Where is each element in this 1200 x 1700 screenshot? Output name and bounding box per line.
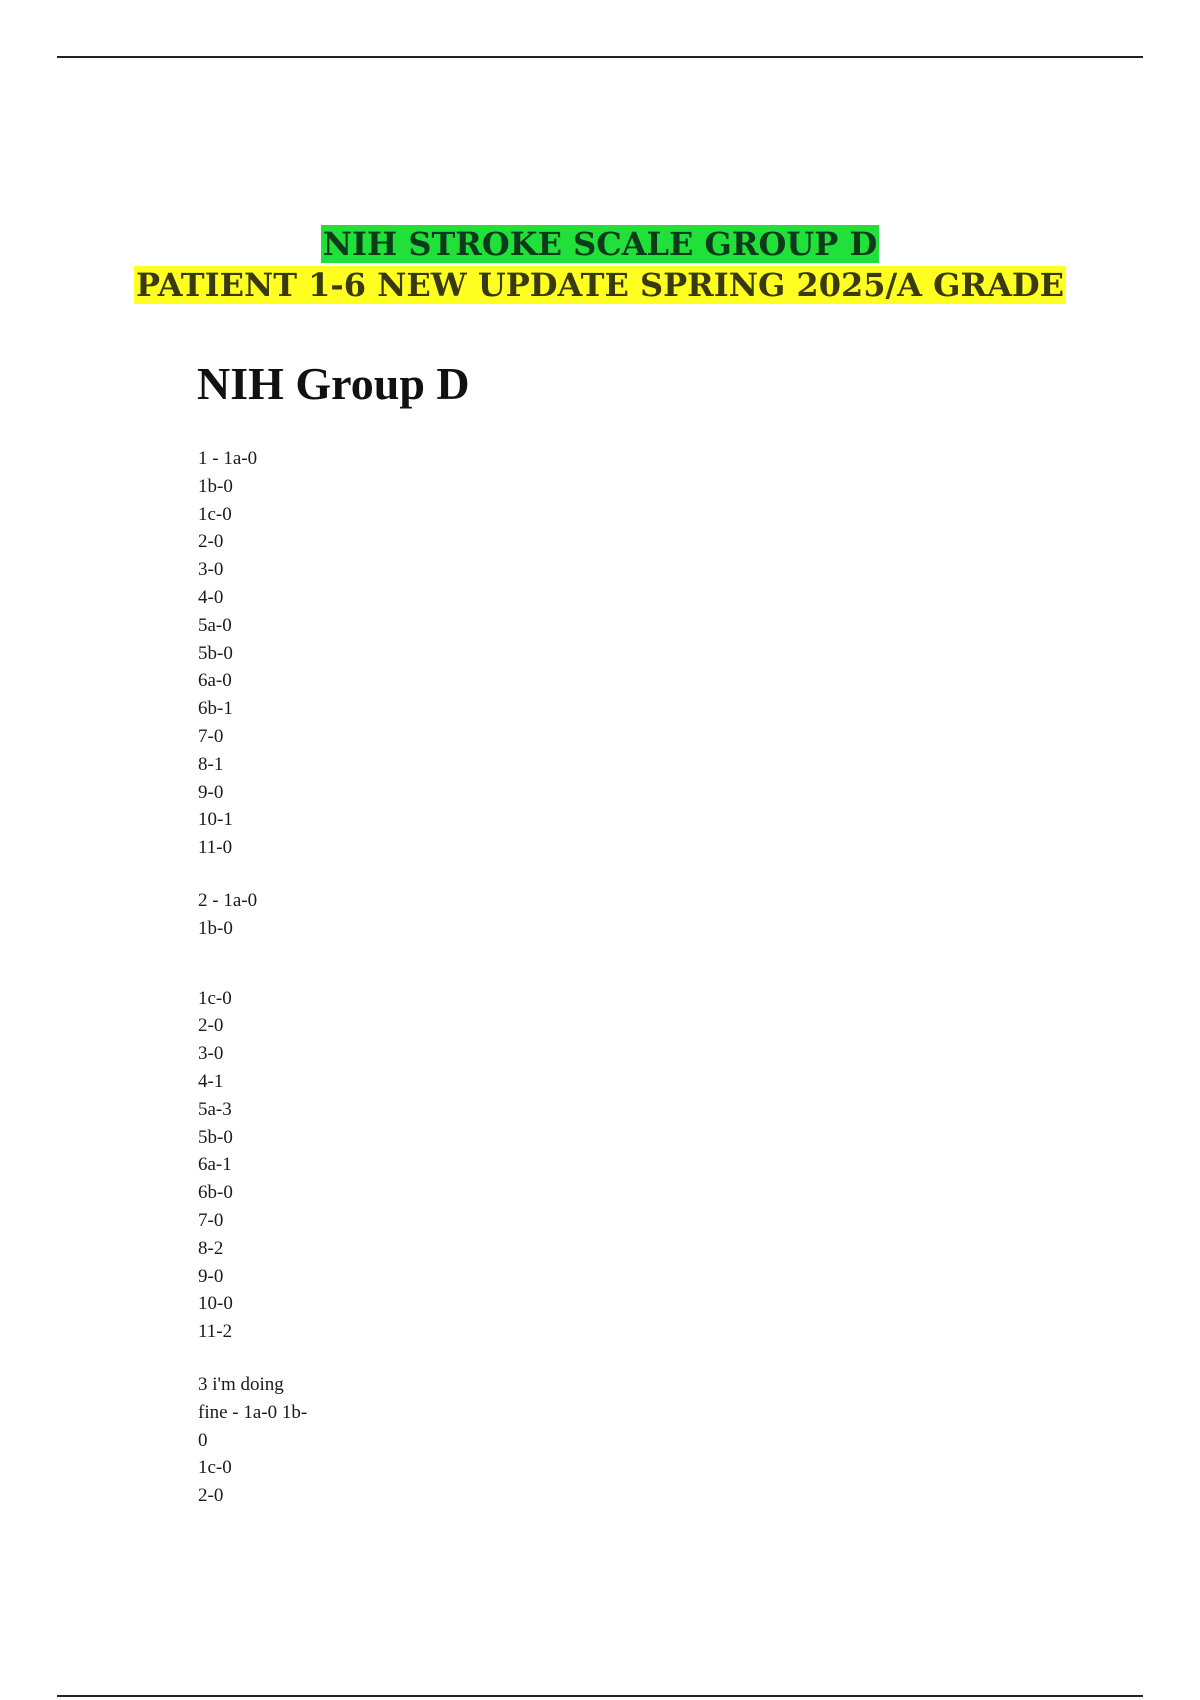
patient1-line: 6b-1 bbox=[198, 698, 233, 720]
patient3-line: 0 bbox=[198, 1429, 208, 1451]
patient1-line: 11-0 bbox=[198, 837, 233, 859]
patient2-line: 10-0 bbox=[198, 1293, 233, 1315]
patient2-line: 8-2 bbox=[198, 1237, 224, 1259]
patient2-line: 11-2 bbox=[198, 1321, 233, 1343]
patient2-line: 6a-1 bbox=[198, 1154, 232, 1176]
patient1-line: 2-0 bbox=[198, 531, 224, 553]
footer-rule bbox=[57, 1695, 1143, 1697]
patient1-line: 5b-0 bbox=[198, 642, 233, 664]
patient1-line: 8-1 bbox=[198, 753, 224, 775]
patient1-line: 1 - 1a-0 bbox=[198, 448, 258, 469]
patient1-line: 4-0 bbox=[198, 586, 224, 608]
patient1-line: 1b-0 bbox=[198, 475, 233, 497]
patient1-line: 10-1 bbox=[198, 809, 233, 831]
header-rule bbox=[57, 56, 1143, 58]
patient2-line: 5a-3 bbox=[198, 1098, 232, 1120]
patient2-line: 3-0 bbox=[198, 1043, 224, 1065]
heading-line2-text: PATIENT 1-6 NEW UPDATE SPRING 2025/A GRADE bbox=[135, 266, 1065, 304]
highlighted-heading-line2 bbox=[0, 264, 1200, 306]
heading-line1-text: NIH STROKE SCALE GROUP D bbox=[322, 225, 878, 263]
score-list bbox=[198, 445, 418, 1510]
patient2-line: 9-0 bbox=[198, 1265, 224, 1287]
patient3-line: 2-0 bbox=[198, 1485, 224, 1507]
patient3-line: 1c-0 bbox=[198, 1457, 232, 1479]
patient2-line: 1c-0 bbox=[198, 987, 232, 1009]
patient2-line: 4-1 bbox=[198, 1070, 224, 1092]
document-title: NIH Group D bbox=[197, 358, 470, 409]
highlighted-heading-line1 bbox=[0, 223, 1200, 265]
patient3-line: fine - 1a-0 1b- bbox=[198, 1401, 308, 1423]
patient2-line: 7-0 bbox=[198, 1209, 224, 1231]
patient2-line: 5b-0 bbox=[198, 1126, 233, 1148]
patient2-line: 2-0 bbox=[198, 1015, 224, 1037]
patient1-line: 5a-0 bbox=[198, 614, 232, 636]
section-gap bbox=[198, 862, 418, 887]
patient1-line: 9-0 bbox=[198, 781, 224, 803]
patient3-line: 3 i'm doing bbox=[198, 1373, 284, 1395]
patient1-line: 3-0 bbox=[198, 559, 224, 581]
patient2-line: 2 - 1a-0 bbox=[198, 889, 258, 911]
patient1-line: 7-0 bbox=[198, 725, 224, 747]
patient1-line: 6a-0 bbox=[198, 670, 232, 692]
patient1-line: 1c-0 bbox=[198, 503, 232, 525]
patient2-line: 6b-0 bbox=[198, 1182, 233, 1204]
section-gap bbox=[198, 943, 418, 985]
patient2-line: 1b-0 bbox=[198, 917, 233, 939]
section-gap bbox=[198, 1346, 418, 1371]
